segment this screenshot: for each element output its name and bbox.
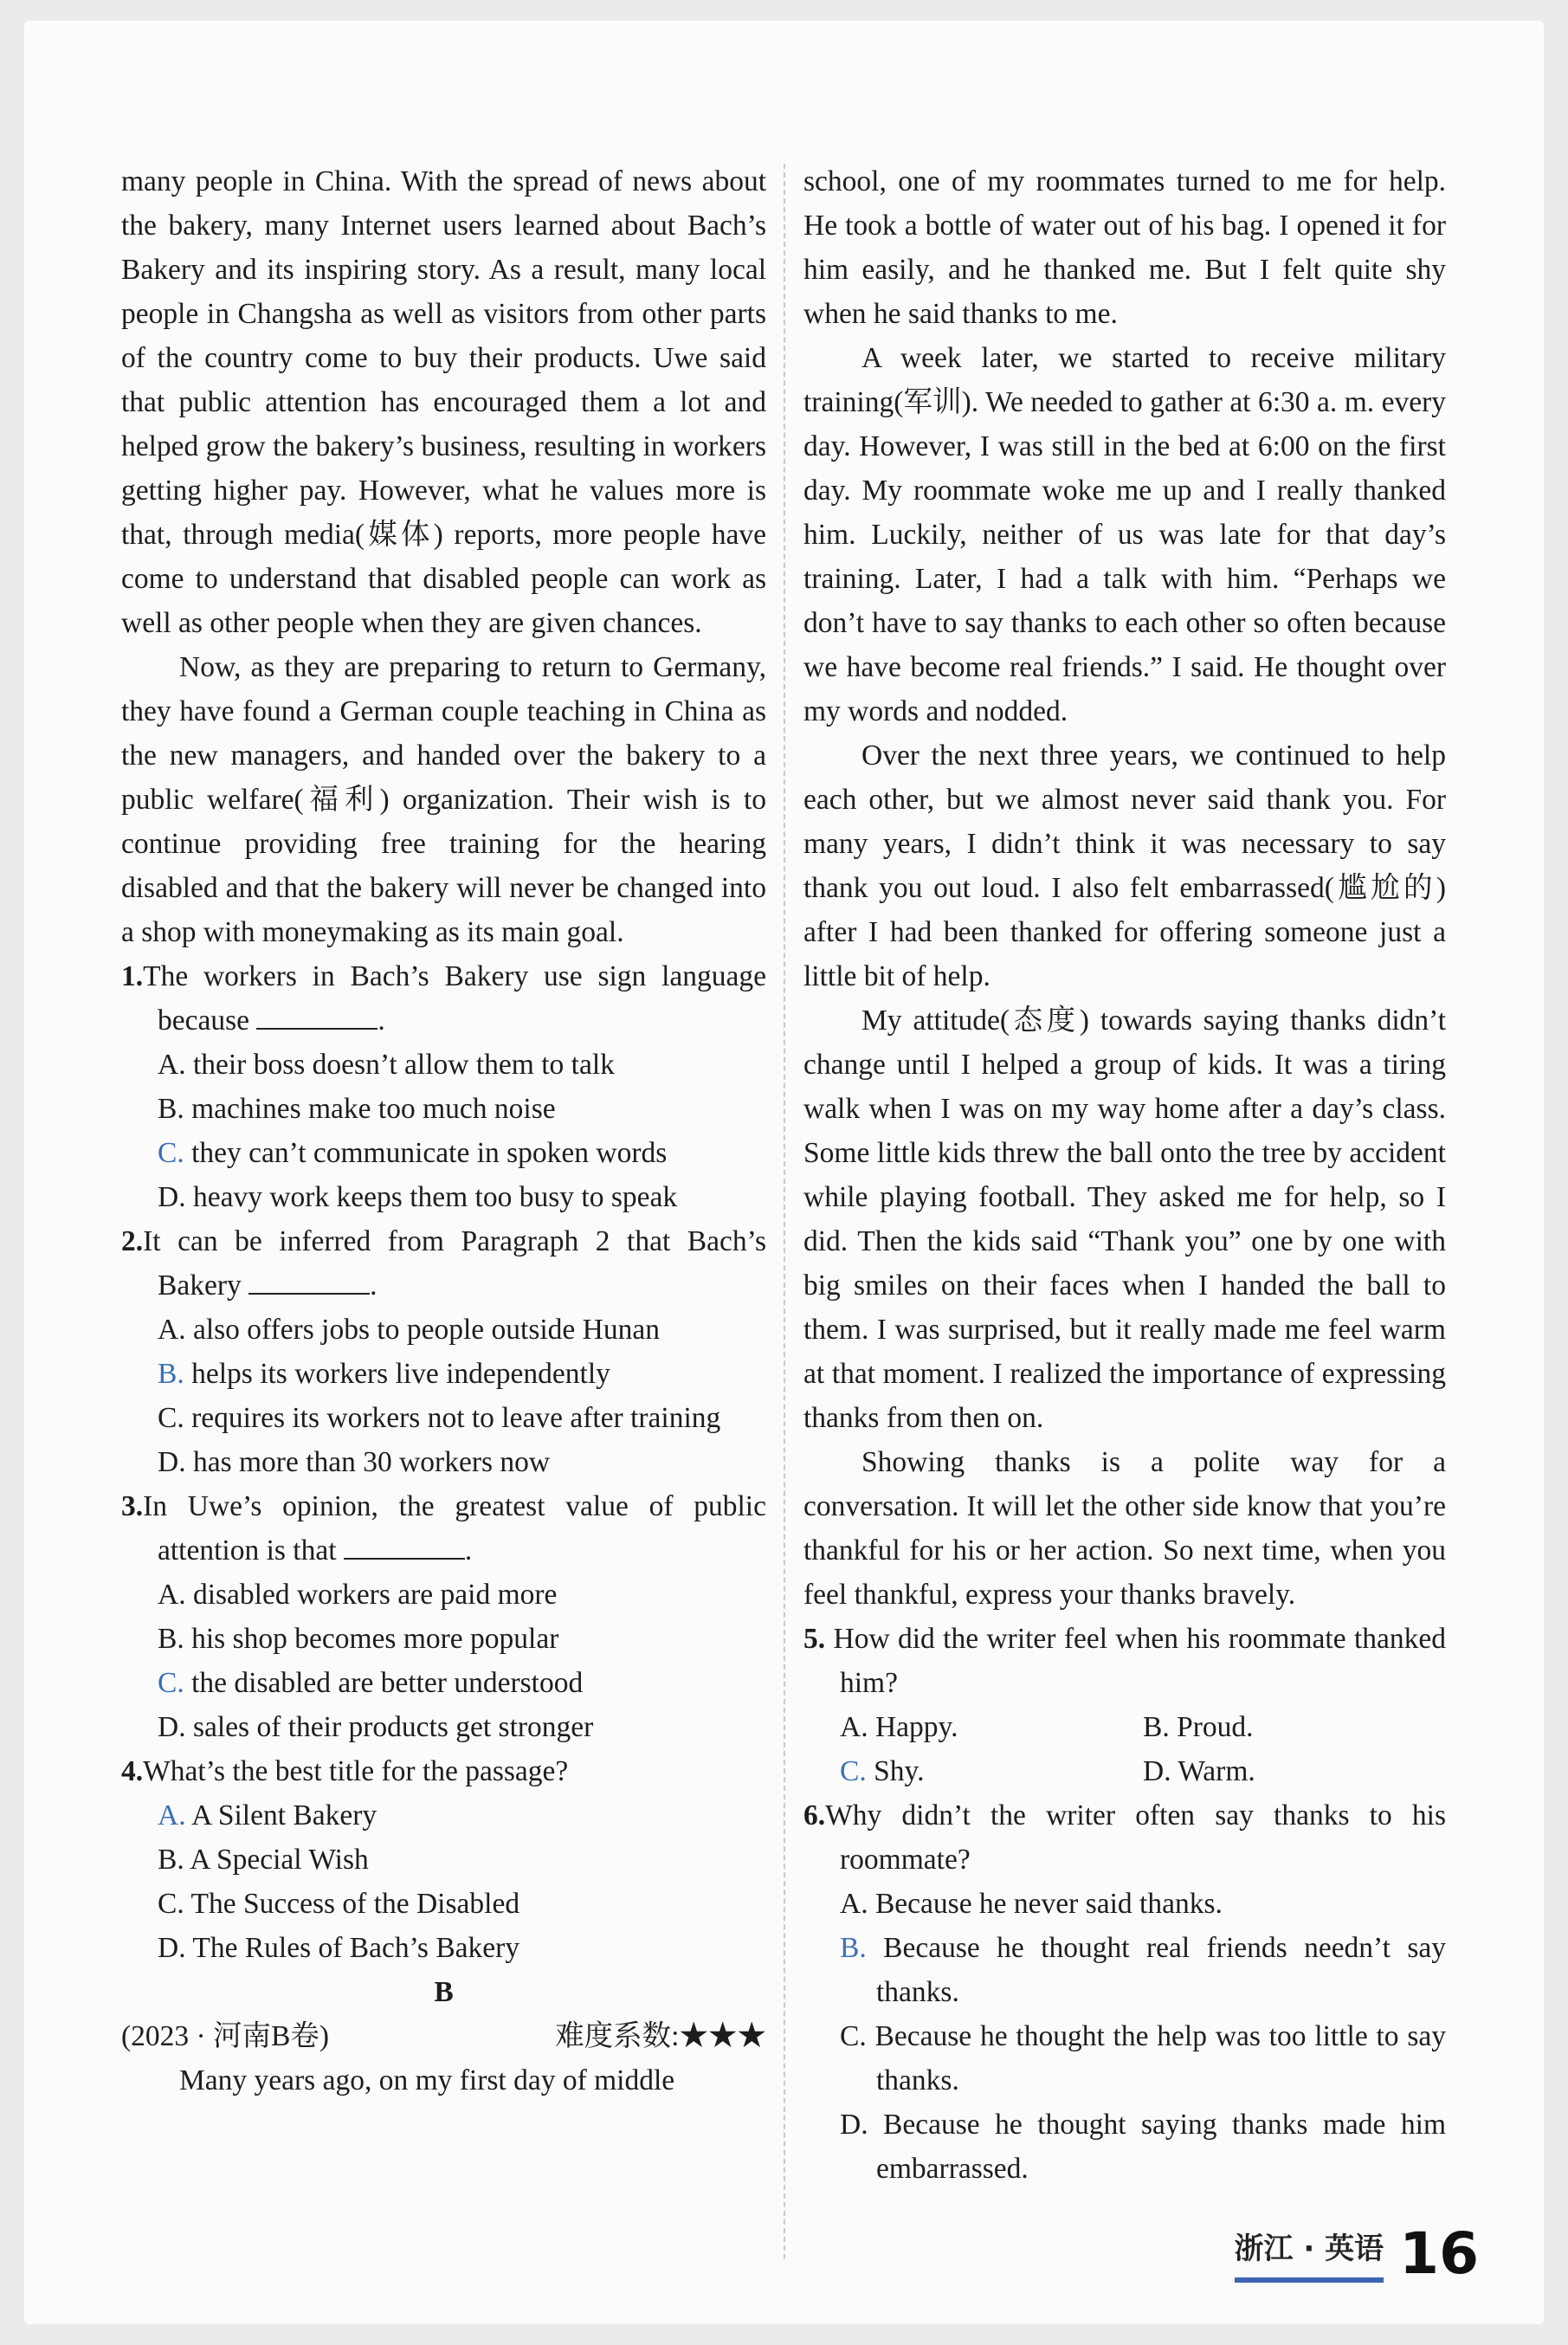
- option: [121, 1396, 766, 1440]
- passage-paragraph: Over the next three years, we continued to help each other, but we almost never said thank you. For many years, I didn’t think it was necessary to say thank you out loud. I also felt embarrassed(尴尬的) after I had been thanked for offering someone just a little bit of help.: [803, 740, 1446, 992]
- option-text: has more than 30 workers now: [192, 1446, 551, 1478]
- answer-letter: C.: [158, 1667, 184, 1699]
- option: [121, 1705, 766, 1749]
- option-text: heavy work keeps them too busy to speak: [192, 1181, 678, 1213]
- option: [840, 1705, 1143, 1749]
- option-text: A Special Wish: [190, 1844, 369, 1876]
- option: [121, 1308, 766, 1352]
- option-letter: B.: [158, 1844, 184, 1876]
- option-text: they can’t communicate in spoken words: [191, 1137, 668, 1169]
- option: [840, 1882, 1446, 1926]
- option: [840, 1749, 1143, 1793]
- passage-paragraph: Many years ago, on my first day of middle: [179, 2064, 675, 2096]
- question-number: 5.: [803, 1623, 826, 1655]
- answer-letter: C.: [840, 1755, 867, 1787]
- answer-letter: C.: [158, 1137, 184, 1169]
- option: [121, 1617, 766, 1661]
- option-text: Because he thought saying thanks made him embarrassed.: [876, 2109, 1446, 2185]
- question-stem: In Uwe’s opinion, the greatest value of public attention is that: [143, 1490, 766, 1567]
- question-number: 1.: [121, 960, 144, 992]
- option-text: Happy.: [874, 1711, 958, 1743]
- passage-paragraph: many people in China. With the spread of news about the bakery, many Internet users learned about Bach’s Bakery and its inspiring story. As a result, many local people in Changsha as well as visitors from other parts of the country come to buy their products. Uwe said that public attention has encouraged them a lot and helped grow the bakery’s business, resulting in workers getting higher pay. However, what he values more is that, through media(媒体) reports, more people have come to understand that disabled people can work as well as other people when they are given chances.: [121, 165, 766, 639]
- option: [121, 1175, 766, 1219]
- option-letter: D.: [158, 1711, 186, 1743]
- option-text: machines make too much noise: [191, 1093, 556, 1125]
- option-text: Because he thought the help was too little to say thanks.: [874, 2020, 1447, 2096]
- answer-blank: [344, 1532, 465, 1560]
- question-number: 3.: [121, 1490, 144, 1522]
- question-5: [803, 1617, 1446, 1705]
- answer-letter: B.: [158, 1358, 184, 1390]
- option: [121, 1087, 766, 1131]
- option-letter: B.: [1143, 1711, 1170, 1743]
- option: [1143, 1705, 1446, 1749]
- passage-paragraph: A week later, we started to receive military training(军训). We needed to gather at 6:30 a. m. every day. However, I was still in the bed at 6:00 on the first day. My roommate woke me up and I really thanked him. Luckily, neither of us was late for that day’s training. Later, I had a talk with him. “Perhaps we don’t have to say thanks to each other so often because we have become real friends.” I said. He thought over my words and nodded.: [803, 342, 1446, 727]
- option: [121, 1043, 766, 1087]
- passage-paragraph: school, one of my roommates turned to me for help. He took a bottle of water out of his bag. I opened it for him easily, and he thanked me. But I felt quite shy when he said thanks to me.: [803, 165, 1446, 330]
- passage-paragraph: Showing thanks is a polite way for a conversation. It will let the other side know that you’re thankful for his or her action. So next time, when you feel thankful, express your thanks bravely.: [803, 1446, 1446, 1611]
- option: [121, 1882, 766, 1926]
- exam-source: (2023 · 河南B卷): [121, 2020, 330, 2052]
- option-letter: B.: [158, 1093, 184, 1125]
- option-letter: D.: [158, 1446, 186, 1478]
- section-heading: B: [434, 1976, 454, 2008]
- option-letter: C.: [840, 2020, 867, 2052]
- option-text: the disabled are better understood: [191, 1667, 584, 1699]
- question-stem: Why didn’t the writer often say thanks to his roommate?: [825, 1799, 1446, 1876]
- option-letter: D.: [158, 1181, 186, 1213]
- question-3: 3.In Uwe’s opinion, the greatest value of public attention is that .: [121, 1490, 766, 1567]
- option-text: Shy.: [874, 1755, 925, 1787]
- option-row: [803, 1705, 1446, 1749]
- option: [840, 2103, 1446, 2191]
- question-2: 2.It can be inferred from Paragraph 2 that Bach’s Bakery .: [121, 1225, 766, 1302]
- page-number: 16: [1399, 2220, 1479, 2287]
- option-text: Proud.: [1177, 1711, 1254, 1743]
- question-6: [803, 1793, 1446, 1882]
- question-stem: It can be inferred from Paragraph 2 that Bach’s Bakery: [143, 1225, 766, 1302]
- option-text: Because he thought real friends needn’t say thanks.: [876, 1932, 1446, 2008]
- question-stem: How did the writer feel when his roommate thanked him?: [833, 1623, 1447, 1699]
- option-text: sales of their products get stronger: [192, 1711, 594, 1743]
- option: [121, 1793, 766, 1838]
- question-number: 2.: [121, 1225, 144, 1257]
- question-stem: The workers in Bach’s Bakery use sign language because: [143, 960, 766, 1037]
- option: [840, 2014, 1446, 2103]
- page-footer: [1234, 2220, 1479, 2287]
- option: [1143, 1749, 1446, 1793]
- column-divider: [784, 164, 785, 2259]
- passage-paragraph: Now, as they are preparing to return to Germany, they have found a German couple teaching in China as the new managers, and handed over the bakery to a public welfare(福利) organization. Their wish is to continue providing free training for the hearing disabled and that the bakery will never be changed into a shop with moneymaking as its main goal.: [121, 651, 766, 948]
- option-letter: C.: [158, 1402, 184, 1434]
- option-letter: A.: [158, 1314, 186, 1346]
- option-letter: A.: [158, 1579, 186, 1611]
- option-text: their boss doesn’t allow them to talk: [192, 1049, 615, 1081]
- option-text: also offers jobs to people outside Hunan: [192, 1314, 660, 1346]
- answer-blank: [256, 1002, 377, 1030]
- option-letter: A.: [158, 1049, 186, 1081]
- answer-letter: A.: [158, 1799, 186, 1831]
- option-row: [803, 1749, 1446, 1793]
- option-text: A Silent Bakery: [191, 1799, 377, 1831]
- option-text: The Success of the Disabled: [190, 1888, 520, 1920]
- option-letter: A.: [840, 1711, 868, 1743]
- option-text: Warm.: [1178, 1755, 1255, 1787]
- option-text: disabled workers are paid more: [192, 1579, 558, 1611]
- question-number: 4.: [121, 1755, 144, 1787]
- option: [121, 1573, 766, 1617]
- workbook-page: [24, 21, 1544, 2324]
- option: [121, 1440, 766, 1484]
- option-letter: D.: [840, 2109, 868, 2141]
- option-letter: D.: [158, 1932, 186, 1964]
- option: [840, 1926, 1446, 2014]
- option-letter: B.: [158, 1623, 184, 1655]
- question-1: 1.The workers in Bach’s Bakery use sign language because .: [121, 960, 766, 1037]
- option-text: The Rules of Bach’s Bakery: [192, 1932, 520, 1964]
- option: [121, 1926, 766, 1970]
- source-row: [121, 2014, 766, 2058]
- option-text: Because he never said thanks.: [874, 1888, 1223, 1920]
- question-number: 6.: [803, 1799, 826, 1831]
- option-letter: A.: [840, 1888, 868, 1920]
- left-column: [121, 159, 766, 2103]
- answer-letter: B.: [840, 1932, 867, 1964]
- book-label: 浙江 · 英语: [1235, 2225, 1384, 2283]
- option-letter: D.: [1143, 1755, 1171, 1787]
- option-text: his shop becomes more popular: [191, 1623, 559, 1655]
- option-text: requires its workers not to leave after training: [191, 1402, 721, 1434]
- option-text: helps its workers live independently: [191, 1358, 610, 1390]
- option-letter: C.: [158, 1888, 184, 1920]
- answer-blank: [248, 1267, 370, 1295]
- difficulty-rating: 难度系数:★★★: [555, 2020, 766, 2052]
- option: [121, 1131, 766, 1175]
- right-column: [803, 159, 1446, 2191]
- option: [121, 1352, 766, 1396]
- passage-paragraph: My attitude(态度) towards saying thanks didn’t change until I helped a group of kids. It was a tiring walk when I was on my way home after a day’s class. Some little kids threw the ball onto the tree by accident while playing football. They asked me for help, so I did. Then the kids said “Thank you” one by one with big smiles on their faces when I handed the ball to them. I was surprised, but it really made me feel warm at that moment. I realized the importance of expressing thanks from then on.: [803, 1005, 1446, 1434]
- question-stem: What’s the best title for the passage?: [143, 1755, 569, 1787]
- option: [121, 1838, 766, 1882]
- question-4: [121, 1749, 766, 1793]
- option: [121, 1661, 766, 1705]
